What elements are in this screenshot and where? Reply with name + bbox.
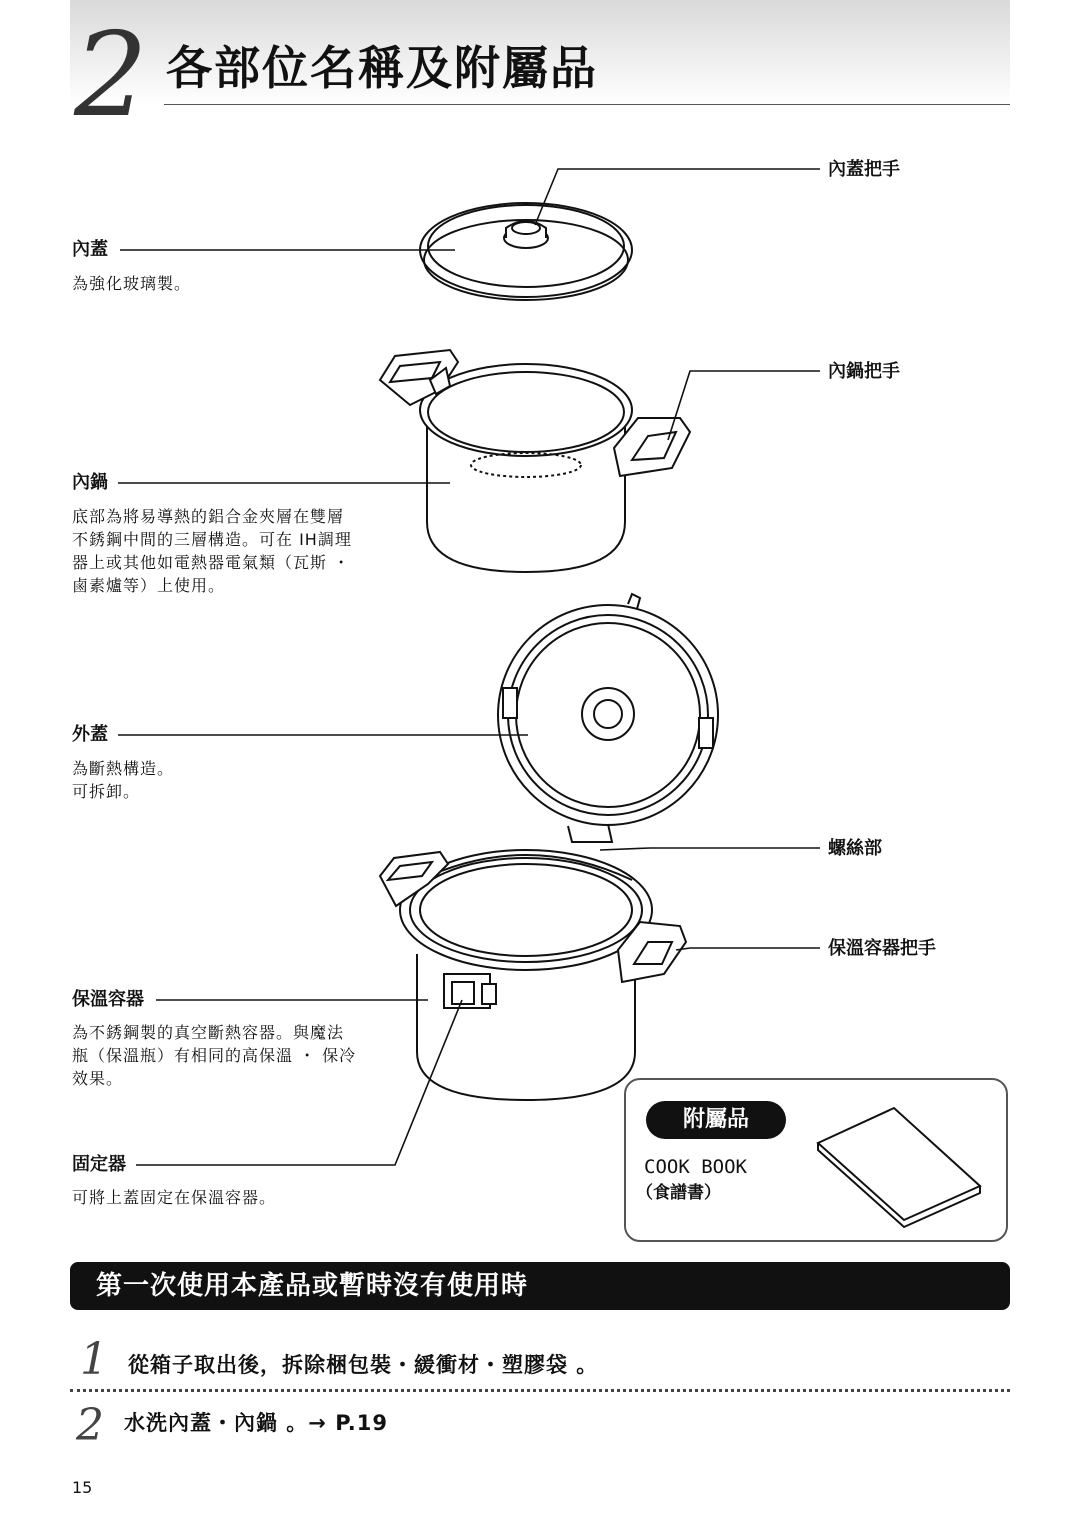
- desc-outer-lid: 為斷熱構造。 可拆卸。: [72, 759, 175, 801]
- label-pot-handle: 內鍋把手: [828, 361, 900, 382]
- desc-inner-pot: 底部為將易導熱的鋁合金夾層在雙層 不銹鋼中間的三層構造。可在 IH調理 器上或其他如電熱器電氣類（瓦斯 ・ 鹵素爐等）上使用。: [72, 507, 352, 595]
- container-drawing: [380, 850, 686, 1100]
- step-1-number: 1: [80, 1334, 108, 1385]
- step-2-text: 水洗內蓋・內鍋 。→ P.19: [124, 1411, 388, 1435]
- accessory-item: COOK BOOK: [644, 1156, 747, 1178]
- section-number: 2: [74, 8, 148, 143]
- first-use-heading: 第一次使用本產品或暫時沒有使用時: [96, 1271, 529, 1301]
- label-outer-lid: 外蓋: [72, 724, 108, 745]
- step-1-text: 從箱子取出後，拆除梱包裝・緩衝材・塑膠袋 。: [128, 1353, 599, 1377]
- label-latch: 固定器: [72, 1154, 126, 1175]
- accessory-badge: 附屬品: [646, 1101, 786, 1139]
- step-2-number: 2: [76, 1400, 104, 1451]
- page-number: 15: [72, 1478, 93, 1497]
- label-inner-pot: 內鍋: [72, 472, 108, 493]
- label-container-handle: 保溫容器把手: [828, 938, 936, 959]
- outer-lid-drawing: [498, 594, 718, 842]
- desc-inner-lid: 為強化玻璃製。: [72, 274, 192, 293]
- inner-pot-drawing: [380, 350, 690, 572]
- label-lid-handle: 內蓋把手: [828, 159, 900, 180]
- step-divider: [70, 1389, 1010, 1392]
- label-inner-lid: 內蓋: [72, 239, 108, 260]
- inner-lid-drawing: [420, 203, 632, 300]
- desc-container: 為不銹鋼製的真空斷熱容器。與魔法 瓶（保溫瓶）有相同的高保溫 ・ 保冷 效果。: [72, 1023, 357, 1088]
- label-thread: 螺絲部: [828, 838, 882, 859]
- accessory-item-sub: （食譜書）: [636, 1183, 721, 1203]
- page-title: 各部位名稱及附屬品: [166, 41, 598, 95]
- label-container: 保溫容器: [72, 989, 144, 1010]
- desc-latch: 可將上蓋固定在保溫容器。: [72, 1188, 277, 1207]
